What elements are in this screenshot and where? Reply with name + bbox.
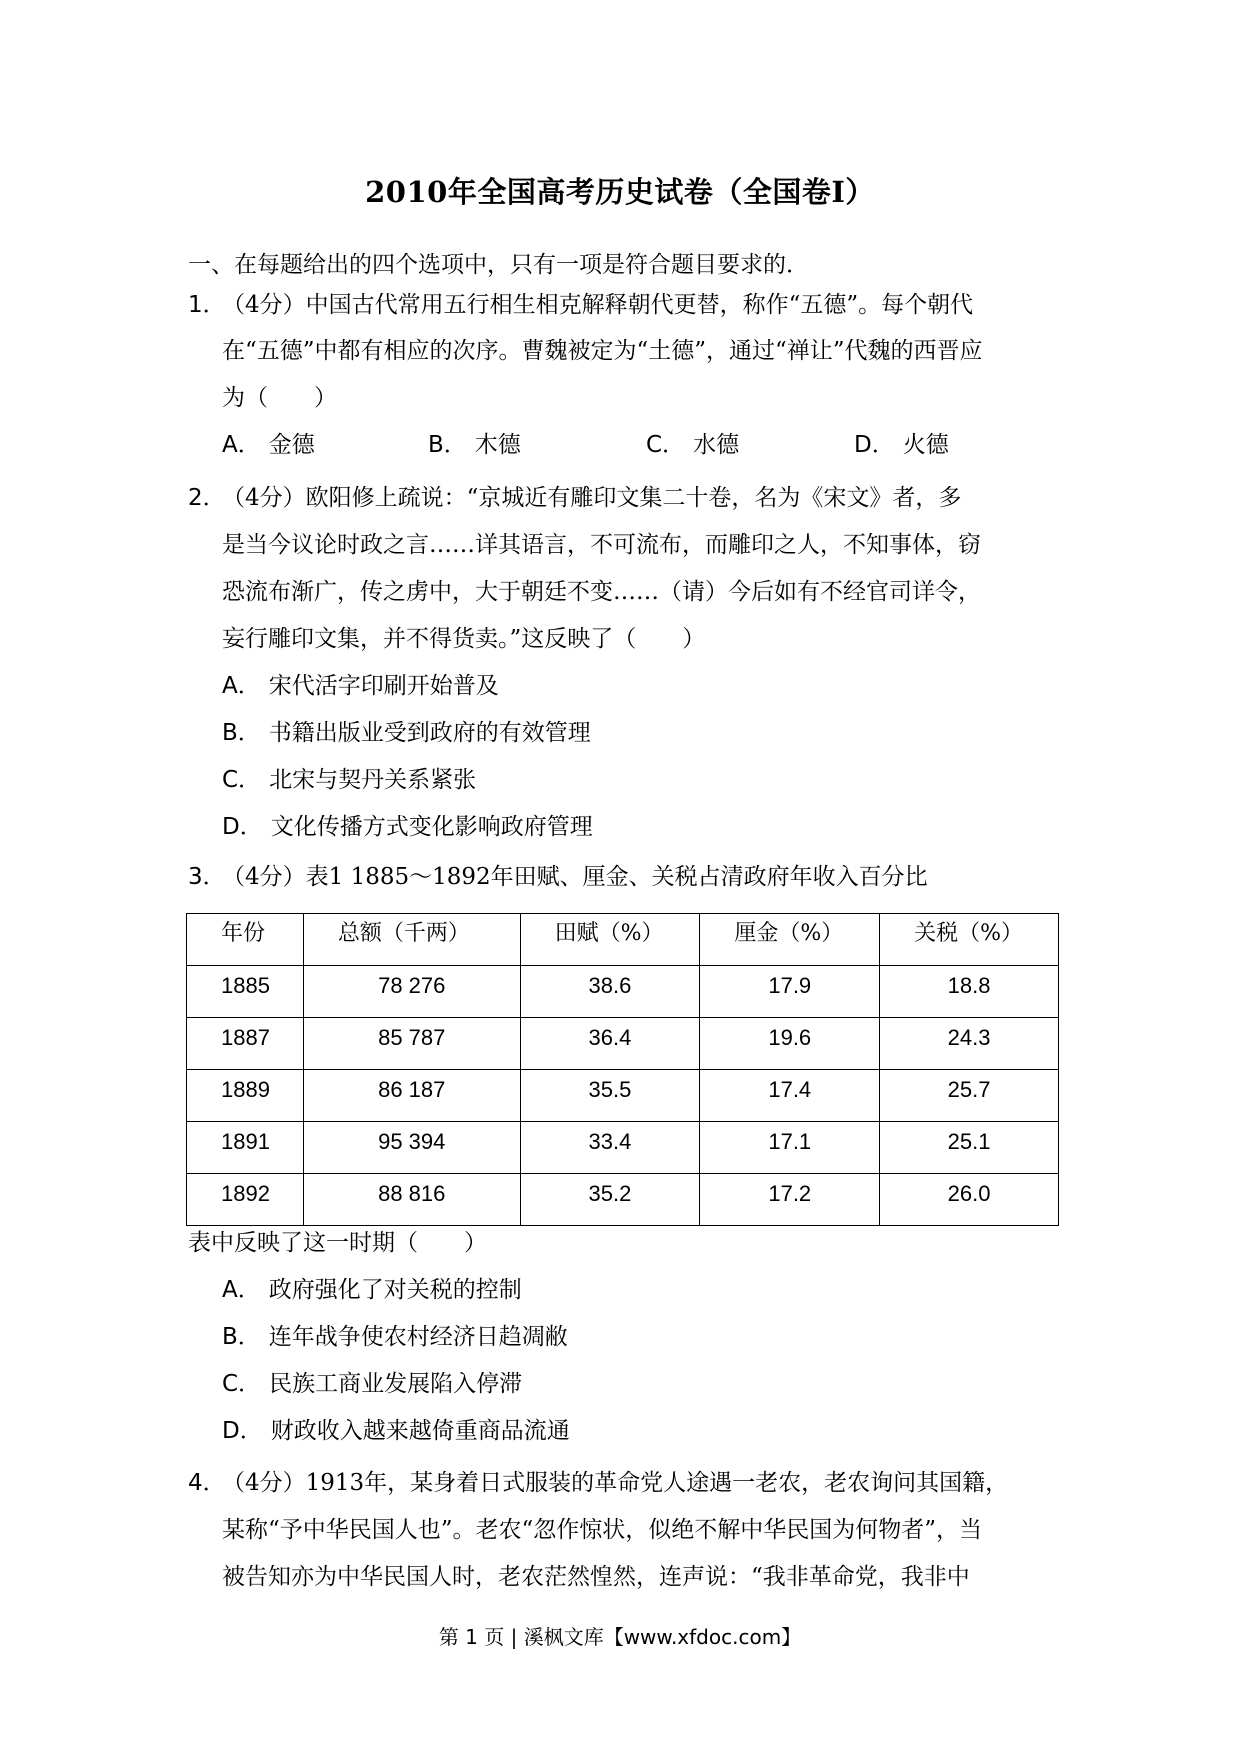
table-cell: 35.2 <box>520 1174 700 1226</box>
question-2-option-a[interactable] <box>222 671 499 701</box>
table-cell: 1885 <box>187 966 304 1018</box>
option-text: 财政收入越来越倚重商品流通 <box>270 1418 570 1444</box>
option-letter: C． <box>222 1371 262 1397</box>
table-cell: 17.4 <box>700 1070 880 1122</box>
option-text: 火德 <box>902 432 949 458</box>
page-footer: 第 1 页 | 溪枫文库【www.xfdoc.com】 <box>438 1625 802 1649</box>
table-cell: 25.1 <box>880 1122 1059 1174</box>
question-2-line-4: 妄行雕印文集，并不得货卖。”这反映了（ ） <box>222 626 706 652</box>
option-letter: A． <box>222 1277 261 1303</box>
table-cell: 1891 <box>187 1122 304 1174</box>
table-cell: 25.7 <box>880 1070 1059 1122</box>
option-letter: B． <box>222 1324 261 1350</box>
table-cell: 17.9 <box>700 966 880 1018</box>
table-row <box>187 1174 1059 1226</box>
table-cell: 17.2 <box>700 1174 880 1226</box>
question-2-option-b[interactable] <box>222 718 591 748</box>
question-1-option-d[interactable] <box>854 430 949 460</box>
table-row <box>187 1122 1059 1174</box>
question-4-line-1: （4分）1913年，某身着日式服装的革命党人途遇一老农，老农询问其国籍， <box>222 1470 1009 1496</box>
section-heading: 一、在每题给出的四个选项中，只有一项是符合题目要求的． <box>188 252 809 278</box>
question-2-line-2: 是当今议论时政之言……详其语言，不可流布，而雕印之人，不知事体，窃 <box>222 532 981 558</box>
table-header-cell: 总额（千两） <box>303 914 520 966</box>
question-2-line-3: 恐流布渐广，传之虏中，大于朝廷不变……（请）今后如有不经官司详令， <box>222 579 981 605</box>
page-title: 2010年全国高考历史试卷（全国卷Ⅰ） <box>365 175 875 209</box>
table-cell: 78 276 <box>303 966 520 1018</box>
option-letter: B． <box>222 720 261 746</box>
question-1-option-c[interactable] <box>646 430 739 460</box>
option-text: 民族工商业发展陷入停滞 <box>269 1371 523 1397</box>
question-3-number: 3． <box>188 864 226 890</box>
question-2-option-c[interactable] <box>222 765 476 795</box>
question-1-option-a[interactable] <box>222 430 315 460</box>
table-header-cell: 年份 <box>187 914 304 966</box>
table-cell: 1892 <box>187 1174 304 1226</box>
table-row <box>187 1018 1059 1070</box>
option-letter: C． <box>222 767 262 793</box>
table-cell: 17.1 <box>700 1122 880 1174</box>
table-cell: 86 187 <box>303 1070 520 1122</box>
question-3-prompt: 表中反映了这一时期（ ） <box>188 1230 487 1256</box>
question-1-line-2: 在“五德”中都有相应的次序。曹魏被定为“土德”，通过“禅让”代魏的西晋应 <box>222 338 983 364</box>
question-3-option-d[interactable] <box>222 1416 570 1446</box>
option-letter: D． <box>854 432 895 458</box>
option-text: 书籍出版业受到政府的有效管理 <box>268 720 591 746</box>
table-header-cell: 厘金（%） <box>700 914 880 966</box>
question-4-number: 4． <box>188 1470 226 1496</box>
question-1-line-1: （4分）中国古代常用五行相生相克解释朝代更替，称作“五德”。每个朝代 <box>222 292 974 318</box>
table-cell: 88 816 <box>303 1174 520 1226</box>
table-cell: 95 394 <box>303 1122 520 1174</box>
option-letter: A． <box>222 673 261 699</box>
option-letter: A． <box>222 432 261 458</box>
option-letter: B． <box>428 432 467 458</box>
table-header-row <box>187 914 1059 966</box>
question-3-option-a[interactable] <box>222 1275 522 1305</box>
question-4-line-3: 被告知亦为中华民国人时，老农茫然惶然，连声说：“我非革命党，我非中 <box>222 1564 970 1590</box>
option-text: 连年战争使农村经济日趋凋敝 <box>268 1324 568 1350</box>
option-letter: D． <box>222 1418 263 1444</box>
question-1-option-b[interactable] <box>428 430 521 460</box>
option-text: 木德 <box>474 432 521 458</box>
question-3-line-1: （4分）表1 1885～1892年田赋、厘金、关税占清政府年收入百分比 <box>222 864 928 890</box>
table-cell: 26.0 <box>880 1174 1059 1226</box>
revenue-table <box>186 913 1059 1226</box>
option-text: 政府强化了对关税的控制 <box>268 1277 522 1303</box>
question-3-option-b[interactable] <box>222 1322 568 1352</box>
table-cell: 18.8 <box>880 966 1059 1018</box>
option-letter: D． <box>222 814 263 840</box>
question-2-line-1: （4分）欧阳修上疏说：“京城近有雕印文集二十卷，名为《宋文》者，多 <box>222 485 962 511</box>
table-header-cell: 关税（%） <box>880 914 1059 966</box>
table-cell: 19.6 <box>700 1018 880 1070</box>
table-header-cell: 田赋（%） <box>520 914 700 966</box>
option-text: 金德 <box>268 432 315 458</box>
option-text: 宋代活字印刷开始普及 <box>268 673 499 699</box>
question-1-line-3: 为（ ） <box>222 385 337 411</box>
option-text: 北宋与契丹关系紧张 <box>269 767 477 793</box>
option-text: 水德 <box>693 432 740 458</box>
table-row <box>187 1070 1059 1122</box>
table-cell: 36.4 <box>520 1018 700 1070</box>
option-text: 文化传播方式变化影响政府管理 <box>270 814 593 840</box>
table-cell: 1889 <box>187 1070 304 1122</box>
table-cell: 85 787 <box>303 1018 520 1070</box>
table-cell: 35.5 <box>520 1070 700 1122</box>
table-cell: 33.4 <box>520 1122 700 1174</box>
table-cell: 1887 <box>187 1018 304 1070</box>
question-2-number: 2． <box>188 485 226 511</box>
question-2-option-d[interactable] <box>222 812 593 842</box>
table-cell: 24.3 <box>880 1018 1059 1070</box>
option-letter: C． <box>646 432 686 458</box>
question-4-line-2: 某称“予中华民国人也”。老农“忽作惊状，似绝不解中华民国为何物者”，当 <box>222 1517 983 1543</box>
table-cell: 38.6 <box>520 966 700 1018</box>
table-row <box>187 966 1059 1018</box>
question-3-option-c[interactable] <box>222 1369 522 1399</box>
question-1-number: 1． <box>188 292 226 318</box>
